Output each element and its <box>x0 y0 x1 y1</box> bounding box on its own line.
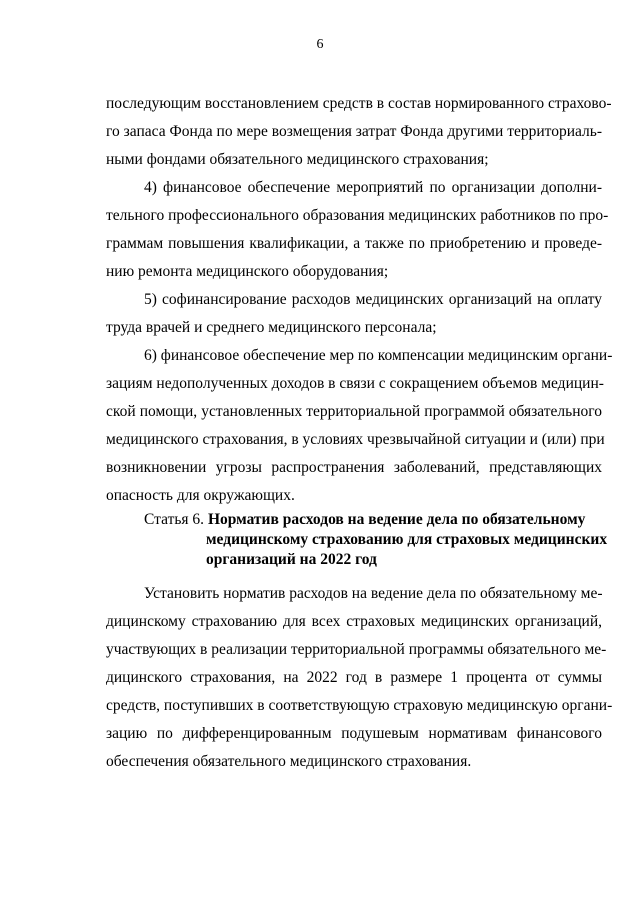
paragraph-line: последующим восстановлением средств в состав нормированного страхово- <box>106 95 612 112</box>
article-body-line: средств, поступивших в соответствующую страховую медицинскую органи- <box>106 697 613 714</box>
article-body-line: дицинскому страхованию для всех страховых медицинских организаций, <box>106 613 602 630</box>
list-item-6-line: зациям недополученных доходов в связи с сокращением объемов медицин- <box>106 375 604 392</box>
article-title-line-3: организаций на 2022 год <box>206 551 377 568</box>
list-item-6-line: 6) финансовое обеспечение мер по компенсации медицинским органи- <box>144 347 613 364</box>
article-body-line: зацию по дифференцированным подушевым нормативам финансового <box>106 725 602 742</box>
article-label: Статья 6. <box>144 511 205 528</box>
list-item-6-line: медицинского страхования, в условиях чрезвычайной ситуации и (или) при <box>106 431 605 448</box>
article-body-line: обеспечения обязательного медицинского страхования. <box>106 753 472 770</box>
list-item-5-line: труда врачей и среднего медицинского персонала; <box>106 319 437 336</box>
list-item-4-line: 4) финансовое обеспечение мероприятий по организации дополни- <box>144 179 602 196</box>
list-item-6-line: опасность для окружающих. <box>106 487 295 504</box>
article-title-line-2: медицинскому страхованию для страховых медицинских <box>206 531 608 548</box>
paragraph-line: го запаса Фонда по мере возмещения затрат Фонда другими территориаль- <box>106 123 602 140</box>
list-item-4-line: тельного профессионального образования медицинских работников по про- <box>106 207 609 224</box>
article-body-line: дицинского страхования, на 2022 год в размере 1 процента от суммы <box>106 669 602 686</box>
list-item-4-line: граммам повышения квалификации, а также по приобретению и проведе- <box>106 235 602 252</box>
list-item-6-line: возникновении угрозы распространения заболеваний, представляющих <box>106 459 602 476</box>
list-item-6-line: ской помощи, установленных территориальной программой обязательного <box>106 403 602 420</box>
article-body-line: Установить норматив расходов на ведение дела по обязательному ме- <box>144 585 603 602</box>
list-item-4-line: нию ремонта медицинского оборудования; <box>106 263 389 280</box>
article-body-line: участвующих в реализации территориальной программы обязательного ме- <box>106 641 607 658</box>
article-title-line-1: Норматив расходов на ведение дела по обязательному <box>207 511 586 528</box>
paragraph-line: ными фондами обязательного медицинского страхования; <box>106 151 489 168</box>
list-item-5-line: 5) софинансирование расходов медицинских организаций на оплату <box>144 291 602 308</box>
page-number: 6 <box>316 37 324 52</box>
article-heading <box>144 510 614 570</box>
